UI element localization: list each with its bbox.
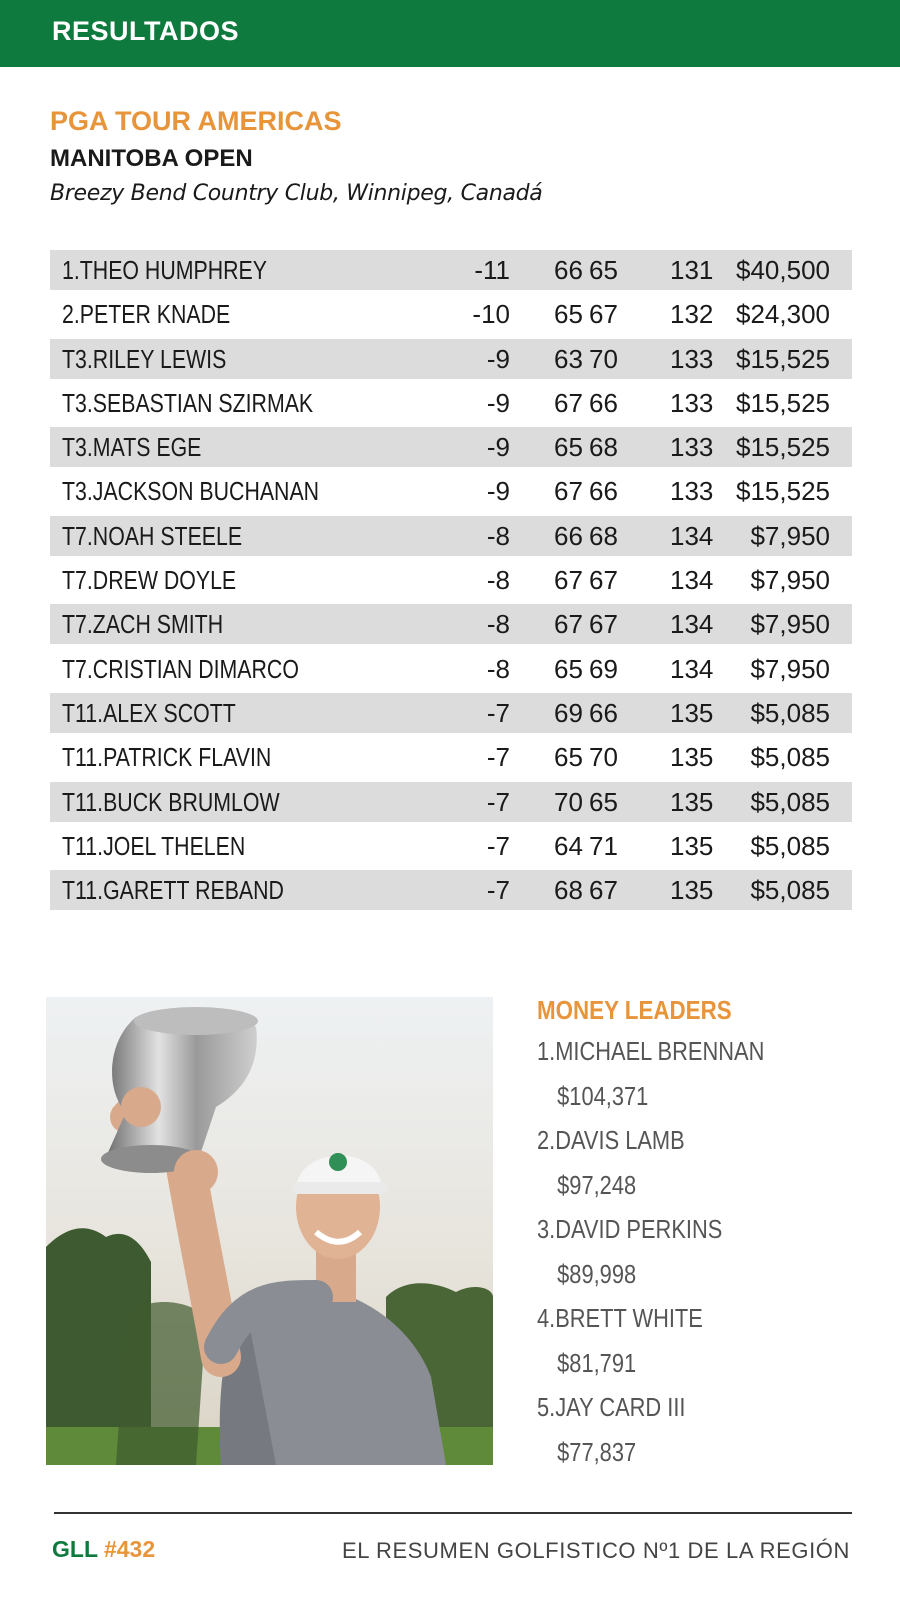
prize-money: $24,300 (736, 299, 830, 330)
player-name: T11.GARETT REBAND (62, 875, 284, 906)
total-score: 132 (670, 299, 714, 330)
table-row (50, 382, 852, 426)
round-1-score: 67 (554, 387, 583, 418)
total-score: 134 (670, 609, 714, 640)
round-1-score: 64 (554, 830, 583, 861)
money-leader-name: 2.DAVIS LAMB (537, 1125, 685, 1155)
round-2-score: 67 (589, 875, 618, 906)
money-leader-amount: $89,998 (557, 1258, 637, 1289)
round-2-score: 66 (589, 387, 618, 418)
total-score: 135 (670, 697, 714, 728)
section-header-bar (0, 0, 900, 67)
money-leader-name: 3.DAVID PERKINS (537, 1214, 723, 1244)
issue-number: #432 (103, 1536, 156, 1562)
money-leader-amount: $104,371 (557, 1080, 649, 1111)
total-score: 135 (670, 830, 714, 861)
score-to-par: -8 (486, 609, 510, 640)
event-venue: Breezy Bend Country Club, Winnipeg, Canadá (50, 181, 543, 206)
table-row (50, 426, 852, 470)
score-to-par: -10 (472, 299, 510, 330)
prize-money: $40,500 (736, 255, 830, 285)
score-to-par: -9 (486, 387, 510, 418)
money-leader-amount: $97,248 (557, 1169, 637, 1200)
round-1-score: 66 (554, 255, 583, 285)
money-leader-name: 4.BRETT WHITE (537, 1303, 703, 1333)
tour-name: PGA TOUR AMERICAS (50, 106, 342, 136)
round-1-score: 67 (554, 476, 583, 507)
table-row (50, 559, 852, 603)
table-row (50, 338, 852, 382)
prize-money: $5,085 (750, 697, 830, 728)
table-row (50, 781, 852, 825)
table-row (50, 293, 852, 337)
score-to-par: -9 (486, 343, 510, 374)
money-leader-amount: $81,791 (557, 1347, 637, 1378)
player-name: 2.PETER KNADE (62, 299, 231, 330)
round-1-score: 63 (554, 343, 583, 374)
table-row (50, 736, 852, 780)
money-leaders-title: MONEY LEADERS (537, 995, 732, 1025)
table-row (50, 515, 852, 559)
player-name: T3.JACKSON BUCHANAN (62, 476, 320, 507)
player-name: T3.SEBASTIAN SZIRMAK (62, 387, 314, 418)
total-score: 134 (670, 653, 714, 684)
round-2-score: 70 (589, 343, 618, 374)
round-2-score: 71 (589, 830, 618, 861)
money-leader-name: 1.MICHAEL BRENNAN (537, 1036, 765, 1066)
score-to-par: -8 (486, 653, 510, 684)
table-row (50, 648, 852, 692)
prize-money: $5,085 (750, 875, 830, 906)
player-name: T3.MATS EGE (62, 432, 202, 463)
total-score: 131 (670, 255, 714, 285)
prize-money: $7,950 (750, 520, 830, 551)
prize-money: $15,525 (736, 343, 830, 374)
prize-money: $7,950 (750, 653, 830, 684)
money-leader-name: 5.JAY CARD III (537, 1392, 686, 1422)
round-2-score: 67 (589, 299, 618, 330)
score-to-par: -8 (486, 520, 510, 551)
score-to-par: -7 (486, 786, 510, 817)
round-1-score: 67 (554, 609, 583, 640)
player-name: T7.DREW DOYLE (62, 565, 237, 596)
table-row (50, 603, 852, 647)
player-name: T7.ZACH SMITH (62, 609, 224, 640)
round-1-score: 68 (554, 875, 583, 906)
prize-money: $15,525 (736, 476, 830, 507)
table-row (50, 692, 852, 736)
score-to-par: -9 (486, 432, 510, 463)
total-score: 133 (670, 432, 714, 463)
score-to-par: -7 (486, 742, 510, 773)
total-score: 135 (670, 875, 714, 906)
table-row (50, 470, 852, 514)
round-1-score: 70 (554, 786, 583, 817)
total-score: 133 (670, 343, 714, 374)
score-to-par: -7 (486, 830, 510, 861)
total-score: 135 (670, 786, 714, 817)
round-1-score: 69 (554, 697, 583, 728)
footer-tagline: EL RESUMEN GOLFISTICO Nº1 DE LA REGIÓN (341, 1538, 850, 1563)
round-2-score: 66 (589, 697, 618, 728)
round-1-score: 66 (554, 520, 583, 551)
brand-name: GLL (52, 1536, 98, 1562)
total-score: 134 (670, 520, 714, 551)
player-name: T7.CRISTIAN DIMARCO (62, 653, 299, 684)
round-1-score: 67 (554, 565, 583, 596)
round-2-score: 69 (589, 653, 618, 684)
section-title: RESULTADOS (52, 16, 239, 46)
total-score: 133 (670, 387, 714, 418)
round-1-score: 65 (554, 299, 583, 330)
round-2-score: 67 (589, 609, 618, 640)
event-name: MANITOBA OPEN (50, 145, 253, 172)
player-name: T11.PATRICK FLAVIN (62, 742, 272, 773)
score-to-par: -9 (486, 476, 510, 507)
winner-photo (46, 997, 493, 1465)
table-row (50, 825, 852, 869)
prize-money: $5,085 (750, 742, 830, 773)
results-table (50, 249, 852, 913)
player-name: T11.ALEX SCOTT (62, 697, 236, 728)
player-name: T11.BUCK BRUMLOW (62, 786, 280, 817)
money-leaders-list (537, 1036, 867, 1481)
round-2-score: 65 (589, 786, 618, 817)
prize-money: $7,950 (750, 565, 830, 596)
footer-divider (54, 1512, 852, 1514)
round-2-score: 68 (589, 432, 618, 463)
total-score: 133 (670, 476, 714, 507)
total-score: 134 (670, 565, 714, 596)
round-1-score: 65 (554, 742, 583, 773)
round-2-score: 67 (589, 565, 618, 596)
total-score: 135 (670, 742, 714, 773)
round-2-score: 65 (589, 255, 618, 285)
round-2-score: 66 (589, 476, 618, 507)
prize-money: $15,525 (736, 387, 830, 418)
round-1-score: 65 (554, 653, 583, 684)
money-leader-amount: $77,837 (557, 1436, 637, 1467)
prize-money: $5,085 (750, 786, 830, 817)
player-name: T3.RILEY LEWIS (62, 343, 227, 374)
score-to-par: -11 (474, 255, 510, 285)
player-name: 1.THEO HUMPHREY (62, 255, 267, 285)
round-2-score: 70 (589, 742, 618, 773)
score-to-par: -7 (486, 697, 510, 728)
table-row (50, 869, 852, 913)
prize-money: $5,085 (750, 830, 830, 861)
footer-brand (52, 1536, 155, 1563)
player-name: T7.NOAH STEELE (62, 520, 243, 551)
score-to-par: -7 (486, 875, 510, 906)
table-row (50, 249, 852, 293)
prize-money: $7,950 (750, 609, 830, 640)
prize-money: $15,525 (736, 432, 830, 463)
player-name: T11.JOEL THELEN (62, 830, 246, 861)
round-2-score: 68 (589, 520, 618, 551)
score-to-par: -8 (486, 565, 510, 596)
round-1-score: 65 (554, 432, 583, 463)
